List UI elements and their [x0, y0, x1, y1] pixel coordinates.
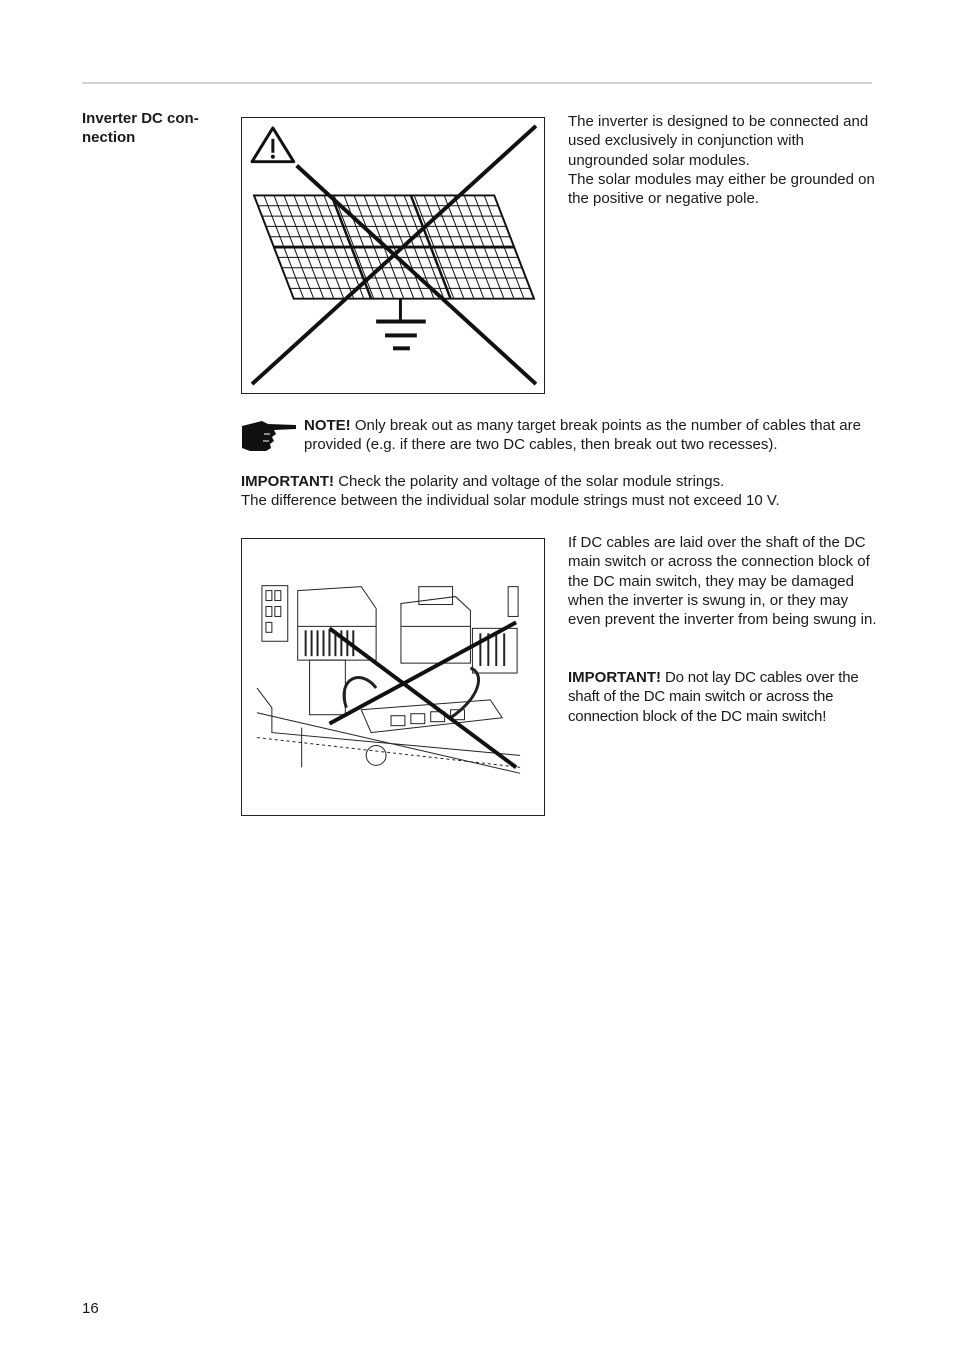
note-label: NOTE!: [304, 417, 351, 434]
paragraph-line1: The inverter is designed to be connected and used exclusively in conjunction with ungrounded solar modules.: [568, 113, 869, 169]
header-rule: [82, 82, 872, 84]
important-label: IMPORTANT!: [568, 669, 662, 686]
note-text: [304, 416, 879, 455]
prohibited-x-icon: [252, 126, 536, 384]
solar-panel-array: [254, 195, 534, 298]
inverter-connection-area: [257, 586, 520, 774]
paragraph-cable-damage: [568, 533, 878, 629]
note-body: Only break out as many target break points as the number of cables that are provided (e.g. if there are two DC cables, then break out two recesses).: [304, 417, 861, 454]
important-body: Check the polarity and voltage of the solar module strings.: [334, 473, 725, 490]
paragraph-cable-damage-text: If DC cables are laid over the shaft of the DC main switch or across the connection block of the DC main switch, they may be damaged when the inverter is swung in, or they may even prevent the inverter from being swung in.: [568, 534, 877, 629]
pointing-hand-icon: [240, 418, 298, 454]
section-title: [82, 109, 222, 147]
important-polarity: [241, 472, 881, 511]
page-number: 16: [82, 1300, 99, 1317]
section-title-text: Inverter DC con- nection: [82, 110, 199, 146]
important-line2: The difference between the individual solar module strings must not exceed 10 V.: [241, 492, 780, 510]
figure-dc-cables-prohibited: [241, 538, 545, 816]
important-label: IMPORTANT!: [241, 473, 335, 490]
paragraph-line2: The solar modules may either be grounded on the positive or negative pole.: [568, 170, 875, 208]
important-body: Do not lay DC cables over the shaft of the DC main switch or across the connection block of the DC main switch!: [568, 669, 859, 725]
ground-symbol-icon: [376, 299, 426, 351]
inverter-connection-diagram: [242, 539, 544, 815]
paragraph-ungrounded-modules: [568, 112, 878, 208]
important-cable-routing: [568, 668, 878, 726]
figure-grounded-modules-prohibited: [241, 117, 545, 394]
warning-triangle-icon: [252, 128, 294, 162]
solar-panel-diagram: [242, 118, 544, 393]
